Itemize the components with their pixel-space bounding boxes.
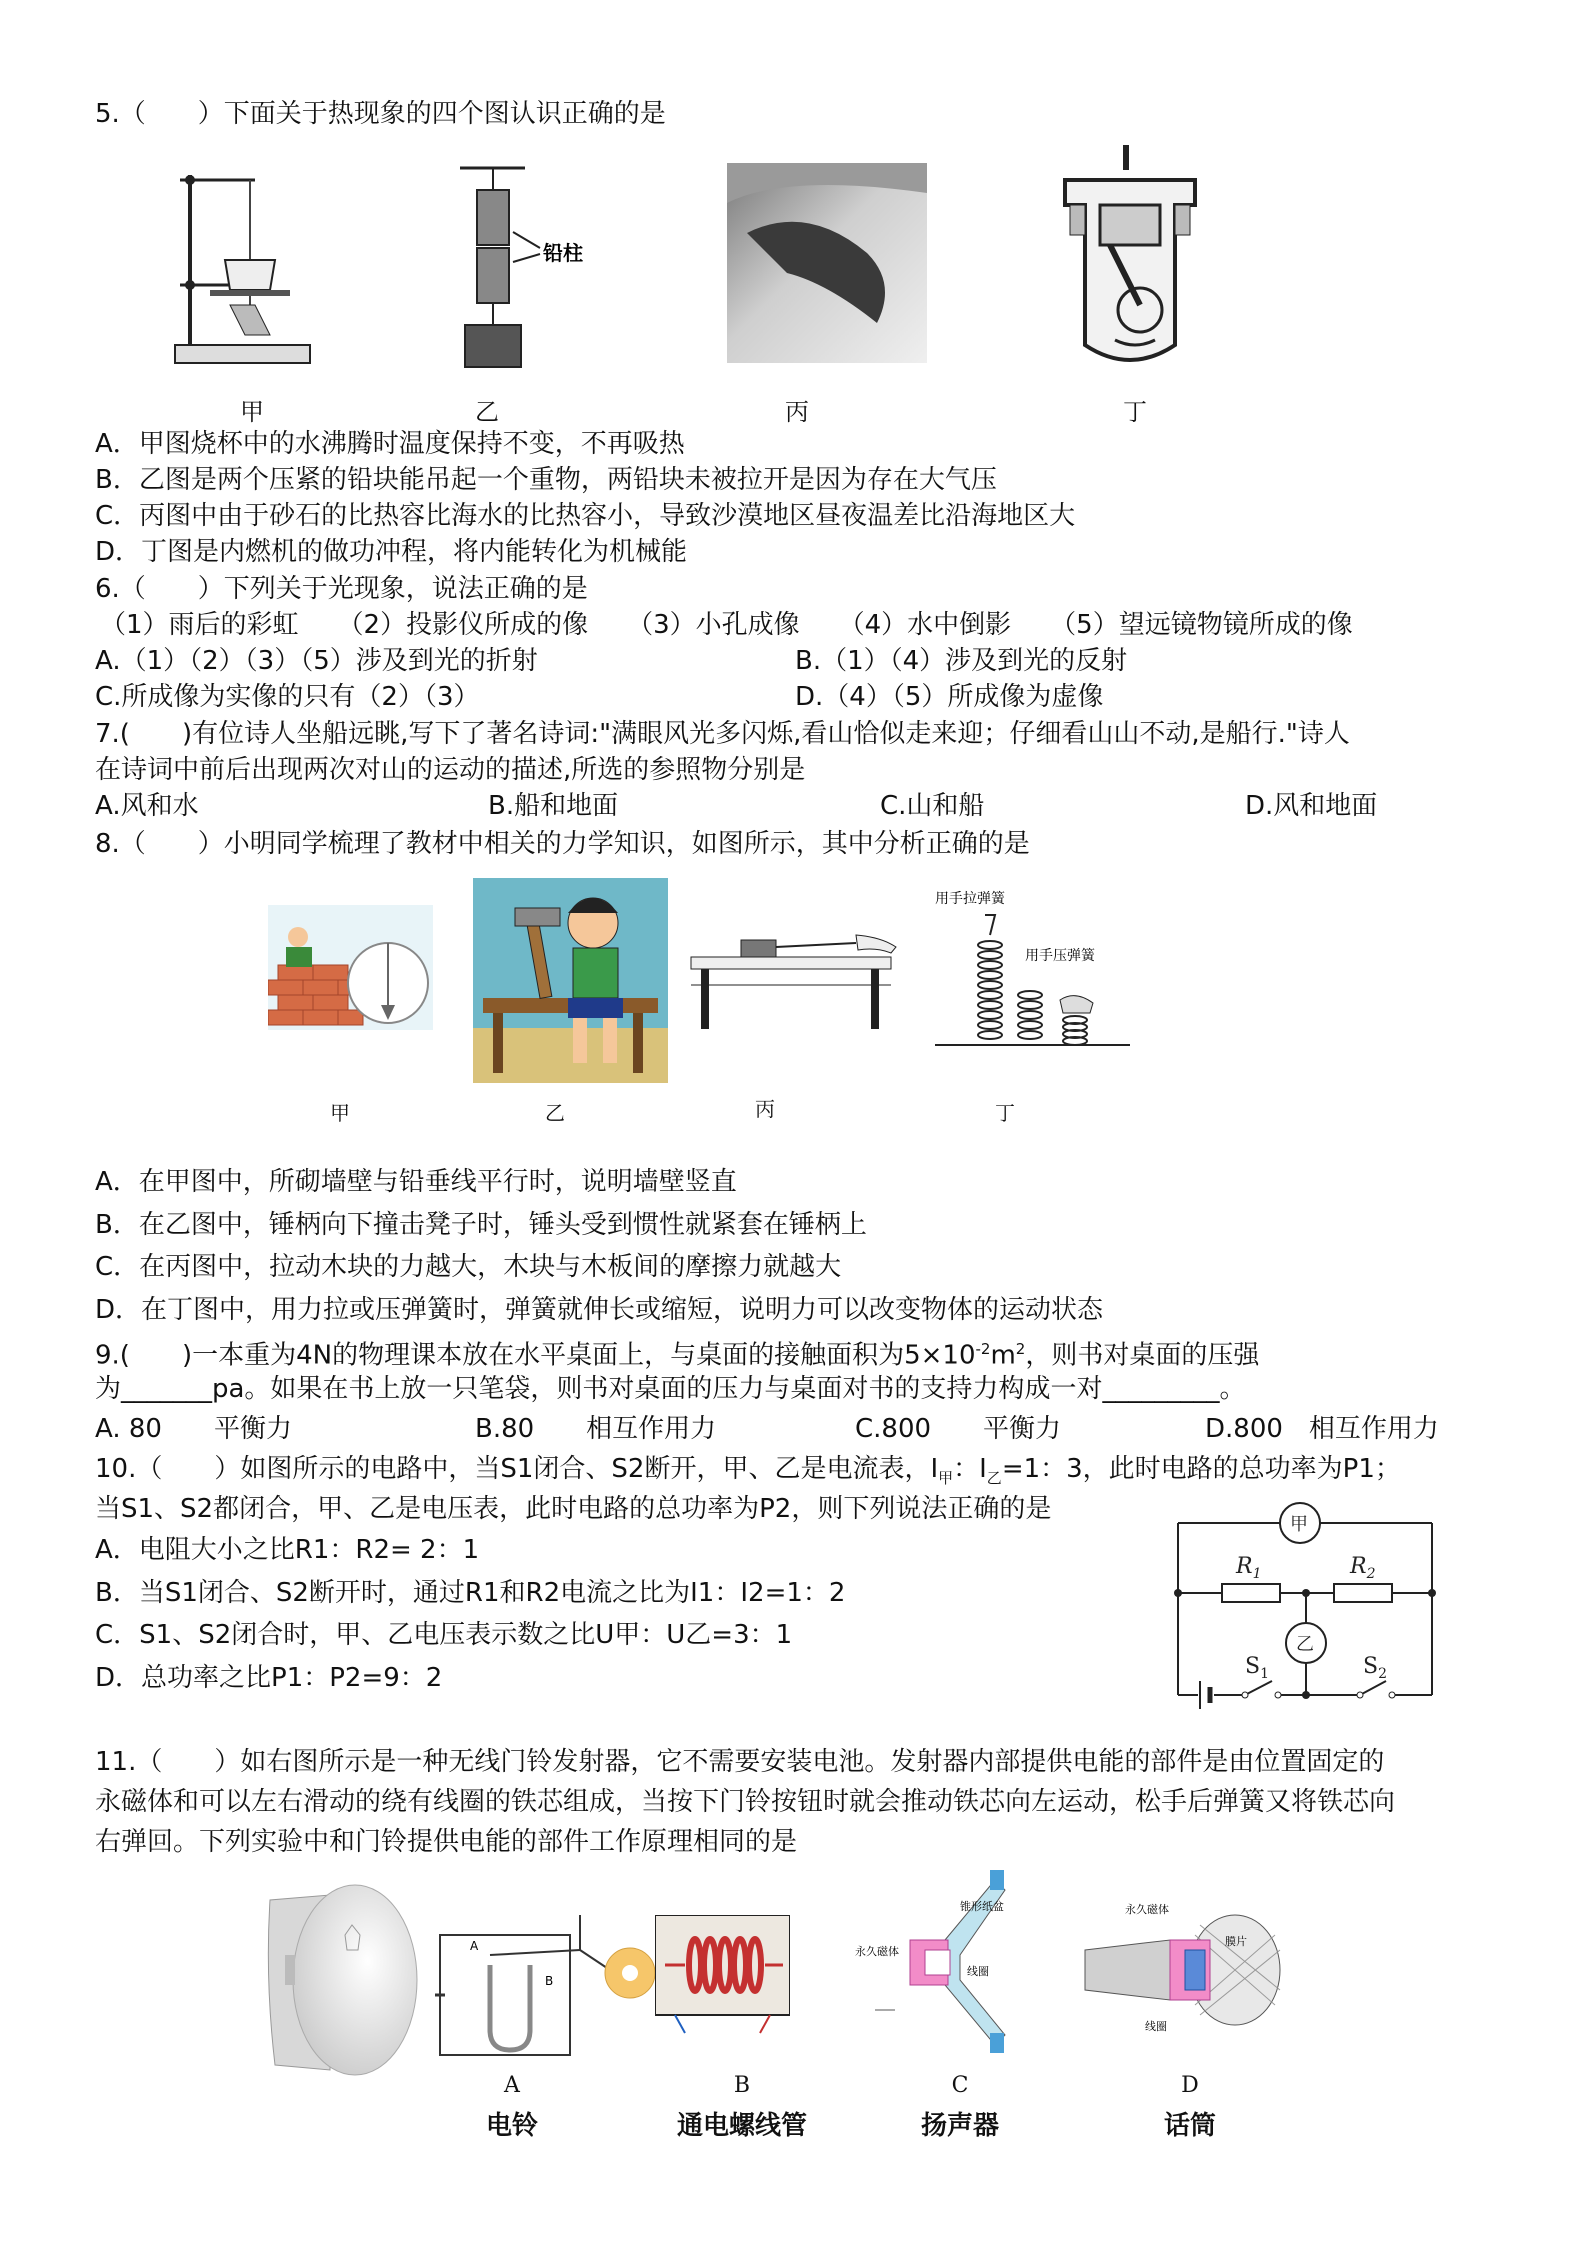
q11-figure-a-electric-bell <box>430 1895 660 2065</box>
lead-cylinder-label: 铅柱 <box>543 241 583 265</box>
q11-letter-c: C <box>951 2073 969 2098</box>
q8-label-bing: 丙 <box>755 1097 775 1121</box>
q11-name-c: 扬声器 <box>920 2111 999 2141</box>
q7-option-c: C.山和船 <box>880 791 985 821</box>
q9-stem-line1: 9.( )一本重为4N的物理课本放在水平桌面上，与桌面的接触面积为$5\times 10^{-2}m^2$，则书对桌面的压强 <box>95 1340 1260 1371</box>
q11-figure-d-microphone <box>1075 1895 1285 2040</box>
q7-stem-line1: 7.( )有位诗人坐船远眺,写下了著名诗词:"满眼风光多闪烁,看山恰似走来迎；仔细看山山不动,是船行."诗人 <box>95 719 1350 749</box>
spring-press-label: 用手压弹簧 <box>1025 948 1095 964</box>
q6-stem: 6.（ ）下列关于光现象，说法正确的是 <box>95 574 588 604</box>
q5-label-jia: 甲 <box>240 398 264 426</box>
q11-letter-b: B <box>733 2073 751 2098</box>
q11-stem-line3: 右弹回。下列实验中和门铃提供电能的部件工作原理相同的是 <box>95 1827 798 1857</box>
speaker-magnet-label: 永久磁体 <box>855 1945 899 1958</box>
q5-label-bing: 丙 <box>785 398 809 426</box>
q8-figure-bing-block-table <box>686 925 901 1035</box>
q11-figure-c-loudspeaker <box>855 1870 1050 2055</box>
q8-option-c: C．在丙图中，拉动木块的力越大，木块与木板间的摩擦力就越大 <box>95 1252 842 1282</box>
q10-option-a: A．电阻大小之比R1：R2= 2：1 <box>95 1535 480 1565</box>
q9-option-c: C.800 平衡力 <box>855 1414 1062 1444</box>
q10-option-c: C．S1、S2闭合时，甲、乙电压表示数之比U甲：U乙=3：1 <box>95 1620 793 1650</box>
q6-items: （1）雨后的彩虹 （2）投影仪所成的像 （3）小孔成像 （4）水中倒影 （5）望远镜物镜所成的像 <box>100 610 1353 640</box>
q11-figure-b-solenoid <box>655 1915 790 2035</box>
q11-name-b: 通电螺线管 <box>676 2111 807 2141</box>
q10-stem-line1: 10.（ ）如图所示的电路中，当S1闭合、S2断开，甲、乙是电流表，$I_甲$：$I_乙=1$：3，此时电路的总功率为P1； <box>95 1454 1401 1488</box>
q8-figure-jia-wall-plumb-line <box>268 905 433 1030</box>
q5-stem: 5.（ ）下面关于热现象的四个图认识正确的是 <box>95 99 666 129</box>
q6-option-a: A.（1）（2）（3）（5）涉及到光的折射 <box>95 646 538 676</box>
s1-label: $S_1$ <box>1245 1654 1269 1682</box>
q5-figure-bing-photo <box>727 163 927 363</box>
q11-stem-line1: 11.（ ）如右图所示是一种无线门铃发射器，它不需要安装电池。发射器内部提供电能的部件是由位置固定的 <box>95 1747 1385 1777</box>
speaker-coil-label: 线圈 <box>967 1965 989 1978</box>
q11-stem-line2: 永磁体和可以左右滑动的绕有线圈的铁芯组成，当按下门铃按钮时就会推动铁芯向左运动，松手后弹簧又将铁芯向 <box>95 1787 1396 1817</box>
q5-figure-ding-engine <box>1055 145 1205 370</box>
q7-option-b: B.船和地面 <box>488 791 619 821</box>
q8-label-jia: 甲 <box>330 1101 350 1125</box>
r1-label: $R_1$ <box>1236 1554 1262 1582</box>
q9-option-b: B.80 相互作用力 <box>475 1414 717 1444</box>
mic-magnet-label: 永久磁体 <box>1125 1903 1169 1916</box>
bell-label-a: A <box>470 1939 479 1953</box>
q11-name-a: 电铃 <box>485 2111 538 2141</box>
q10-stem-line2: 当S1、S2都闭合，甲、乙是电压表，此时电路的总功率为P2，则下列说法正确的是 <box>95 1494 1052 1524</box>
bell-label-b: B <box>545 1974 554 1988</box>
q7-option-a: A.风和水 <box>95 791 199 821</box>
q7-option-d: D.风和地面 <box>1245 791 1378 821</box>
q8-label-ding: 丁 <box>995 1101 1015 1125</box>
q5-option-b: B．乙图是两个压紧的铅块能吊起一个重物，两铅块未被拉开是因为存在大气压 <box>95 465 997 495</box>
q8-option-b: B．在乙图中，锤柄向下撞击凳子时，锤头受到惯性就紧套在锤柄上 <box>95 1210 867 1240</box>
speaker-cone-label: 锥形纸盆 <box>960 1900 1004 1913</box>
q10-circuit-diagram <box>1160 1495 1450 1715</box>
q9-option-a: A. 80 平衡力 <box>95 1414 292 1444</box>
q6-option-b: B.（1）（4）涉及到光的反射 <box>795 646 1128 676</box>
q5-figure-jia-boiling-apparatus <box>170 165 315 370</box>
q11-letter-a: A <box>504 2073 520 2098</box>
q5-label-yi: 乙 <box>475 398 499 426</box>
q9-stem-line2: 为_______pa。如果在书上放一只笔袋，则书对桌面的压力与桌面对书的支持力构成一对_________。 <box>95 1374 1246 1404</box>
spring-pull-label: 用手拉弹簧 <box>935 891 1005 907</box>
q8-option-a: A．在甲图中，所砌墙壁与铅垂线平行时，说明墙壁竖直 <box>95 1167 737 1197</box>
q5-option-d: D．丁图是内燃机的做功冲程，将内能转化为机械能 <box>95 537 688 567</box>
q5-label-ding: 丁 <box>1123 398 1147 426</box>
q8-figure-ding-springs <box>935 885 1130 1055</box>
s2-label: $S_2$ <box>1363 1654 1387 1682</box>
meter-jia-label: 甲 <box>1290 1514 1308 1535</box>
q10-option-d: D．总功率之比P1：P2=9：2 <box>95 1663 443 1693</box>
q10-option-b: B．当S1闭合、S2断开时，通过R1和R2电流之比为I1：I2=1：2 <box>95 1578 846 1608</box>
q11-letter-d: D <box>1181 2073 1199 2098</box>
q8-label-yi: 乙 <box>545 1101 565 1125</box>
q5-option-a: A．甲图烧杯中的水沸腾时温度保持不变，不再吸热 <box>95 429 685 459</box>
mic-diaphragm-label: 膜片 <box>1225 1935 1247 1948</box>
q11-name-d: 话筒 <box>1163 2111 1216 2141</box>
q8-figure-yi-hammer-boy <box>473 878 668 1083</box>
q9-option-d: D.800 相互作用力 <box>1205 1414 1439 1444</box>
mic-coil-label: 线圈 <box>1145 2020 1167 2033</box>
q8-stem: 8.（ ）小明同学梳理了教材中相关的力学知识，如图所示，其中分析正确的是 <box>95 829 1030 859</box>
q8-option-d: D．在丁图中，用力拉或压弹簧时，弹簧就伸长或缩短，说明力可以改变物体的运动状态 <box>95 1295 1104 1325</box>
q11-doorbell-transmitter <box>250 1880 420 2080</box>
r2-label: $R_2$ <box>1350 1554 1376 1582</box>
q7-stem-line2: 在诗词中前后出现两次对山的运动的描述,所选的参照物分别是 <box>95 755 806 785</box>
q5-option-c: C．丙图中由于砂石的比热容比海水的比热容小，导致沙漠地区昼夜温差比沿海地区大 <box>95 501 1076 531</box>
q5-figure-yi-lead-cylinders <box>455 160 605 375</box>
q6-option-d: D.（4）（5）所成像为虚像 <box>795 682 1104 712</box>
meter-yi-label: 乙 <box>1296 1634 1314 1655</box>
q6-option-c: C.所成像为实像的只有（2）（3） <box>95 682 480 712</box>
